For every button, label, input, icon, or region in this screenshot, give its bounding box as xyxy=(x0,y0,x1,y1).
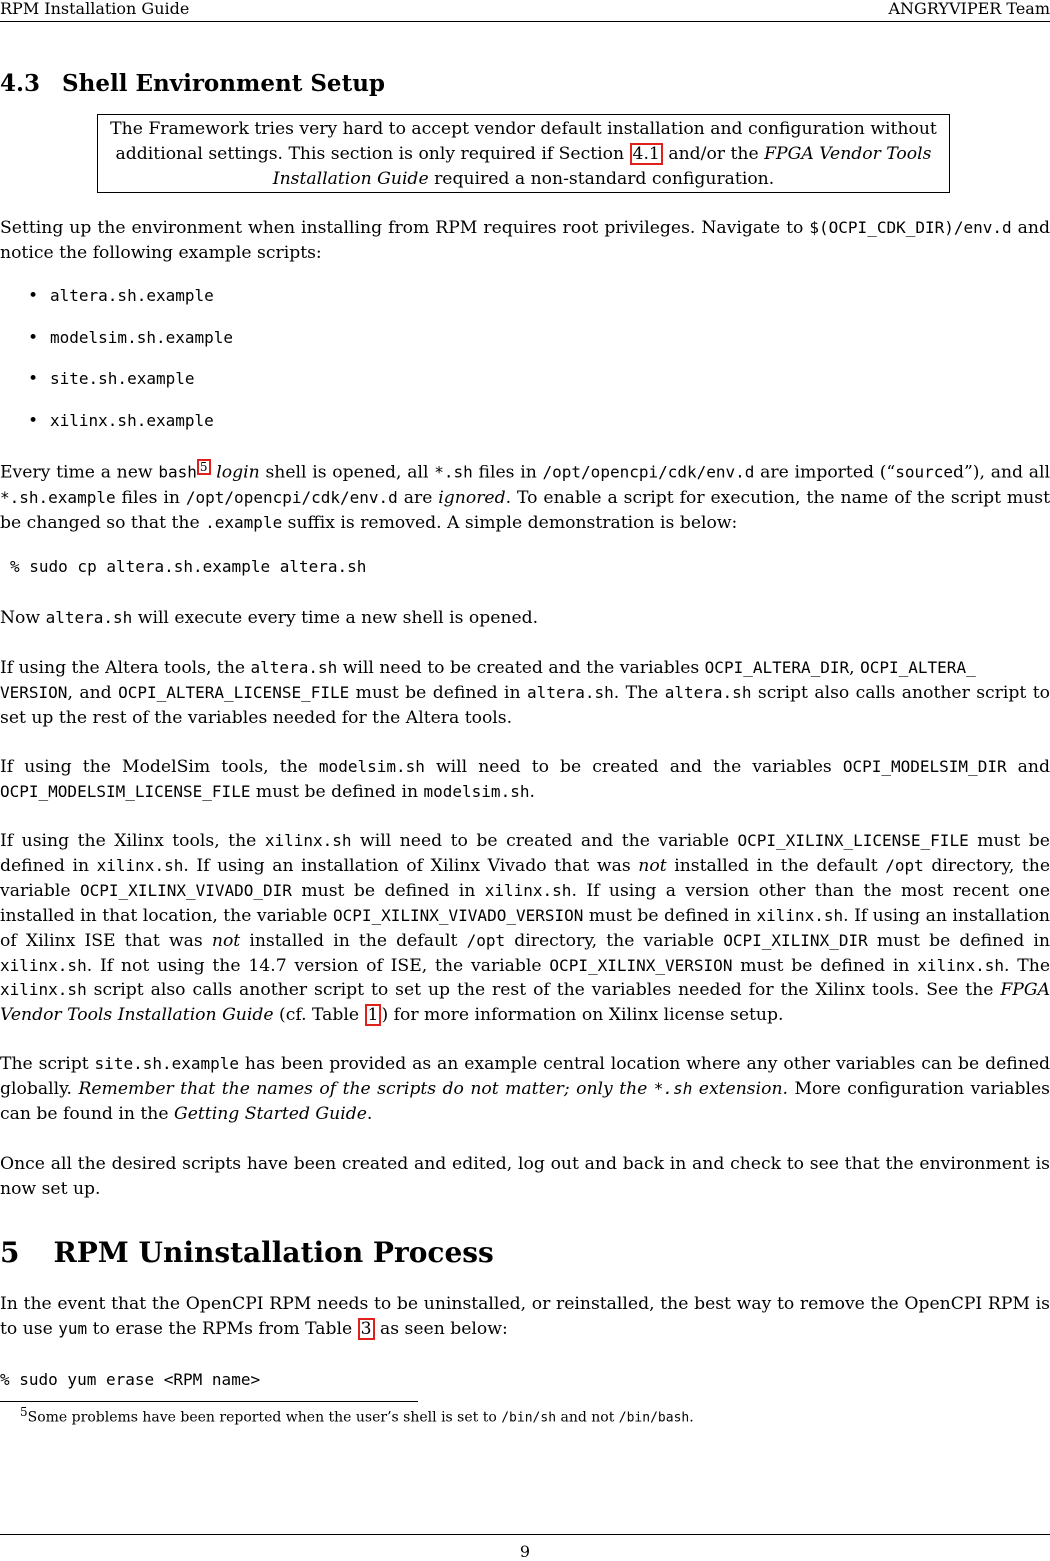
paragraph-uninstall: In the event that the OpenCPI RPM needs to be uninstalled, or reinstalled, the best way to remove the OpenCPI RPM is to use yum to erase the RPMs from Table 3 as seen below: xyxy=(0,1294,1050,1339)
footnote-divider xyxy=(0,1401,418,1402)
footnote: $^5$Some problems have been reported when the user’s shell is set to /bin/sh and not /bin/bash. xyxy=(20,1405,694,1426)
paragraph-now: Now altera.sh will execute every time a new shell is opened. xyxy=(0,608,539,628)
footer-divider xyxy=(0,1534,1050,1535)
running-header xyxy=(0,0,1050,22)
paragraph-env-setup: Setting up the environment when installing from RPM requires root privileges. Navigate to $(OCPI_CDK_DIR)/env.d and notice the following example scripts: xyxy=(0,218,1050,263)
paragraph-logout: Once all the desired scripts have been created and edited, log out and back in and check to see that the environment is now set up. xyxy=(0,1154,1050,1199)
section-ref-link[interactable]: 4.1 xyxy=(630,143,663,165)
page-number: 9 xyxy=(519,1542,531,1561)
command-yum-erase: % sudo yum erase <RPM name> xyxy=(0,1370,261,1389)
note-box: The Framework tries very hard to accept vendor default installation and configuration without additional settings. This section is only required if Section 4.1 and/or the FPGA Vendor Tools Installation Guide required a non-standard configuration. xyxy=(97,114,950,193)
paragraph-site: The script site.sh.example has been provided as an example central location where any other variables can be defined globally. Remember that the names of the scripts do not matter; only the *.sh extension. More configuration variables can be found in the Getting Started Guide. xyxy=(0,1054,1050,1124)
table-ref-link[interactable]: 1 xyxy=(365,1004,382,1026)
section-5-heading: 5 RPM Uninstallation Process xyxy=(0,1236,494,1269)
section-4-3-heading: 4.3 Shell Environment Setup xyxy=(0,70,385,97)
header-team: ANGRYVIPER Team xyxy=(888,0,1050,18)
paragraph-sourcing: Every time a new bash $^5$ login shell is opened, all *.sh files in /opt/opencpi/cdk/env.d are imported (“sourced”), and all *.sh.example files in /opt/opencpi/cdk/env.d are ignored. To enable a script for execution, the name of the script must be changed so that the .example suffix is removed. A simple demonstration is below: xyxy=(0,460,1050,533)
header-title: RPM Installation Guide xyxy=(0,0,190,18)
footnote-ref-link[interactable]: 5 xyxy=(197,459,211,475)
paragraph-altera: If using the Altera tools, the altera.sh will need to be created and the variables OCPI_ALTERA_DIR, OCPI_ALTERA_ VERSION, and OCPI_ALTERA_LICENSE_FILE must be defined in altera.sh. The altera.sh script also calls another script to set up the rest of the variables needed for the Altera tools. xyxy=(0,658,1050,728)
list-item: • site.sh.example xyxy=(28,369,195,389)
command-copy-example: % sudo cp altera.sh.example altera.sh xyxy=(10,557,367,576)
list-item: • xilinx.sh.example xyxy=(28,411,214,431)
table-ref-link[interactable]: 3 xyxy=(358,1318,375,1340)
list-item: • altera.sh.example xyxy=(28,286,214,306)
list-item: • modelsim.sh.example xyxy=(28,328,234,348)
paragraph-modelsim: If using the ModelSim tools, the modelsim.sh will need to be created and the variables OCPI_MODELSIM_DIR and OCPI_MODELSIM_LICENSE_FILE must be defined in modelsim.sh. xyxy=(0,757,1050,802)
paragraph-xilinx: If using the Xilinx tools, the xilinx.sh will need to be created and the variable OCPI_XILINX_LICENSE_FILE must be defined in xilinx.sh. If using an installation of Xilinx Vivado that was not installed in the default /opt directory, the variable OCPI_XILINX_VIVADO_DIR must be defined in xilinx.sh. If using a version other than the most recent one installed in that location, the variable OCPI_XILINX_VIVADO_VERSION must be defined in xilinx.sh. If using an installation of Xilinx ISE that was not installed in the default /opt directory, the variable OCPI_XILINX_DIR must be defined in xilinx.sh. If not using the 14.7 version of ISE, the variable OCPI_XILINX_VERSION must be defined in xilinx.sh. The xilinx.sh script also calls another script to set up the rest of the variables needed for the Xilinx tools. See the FPGA Vendor Tools Installation Guide (cf. Table 1 ) for more information on Xilinx license setup. xyxy=(0,831,1050,1026)
